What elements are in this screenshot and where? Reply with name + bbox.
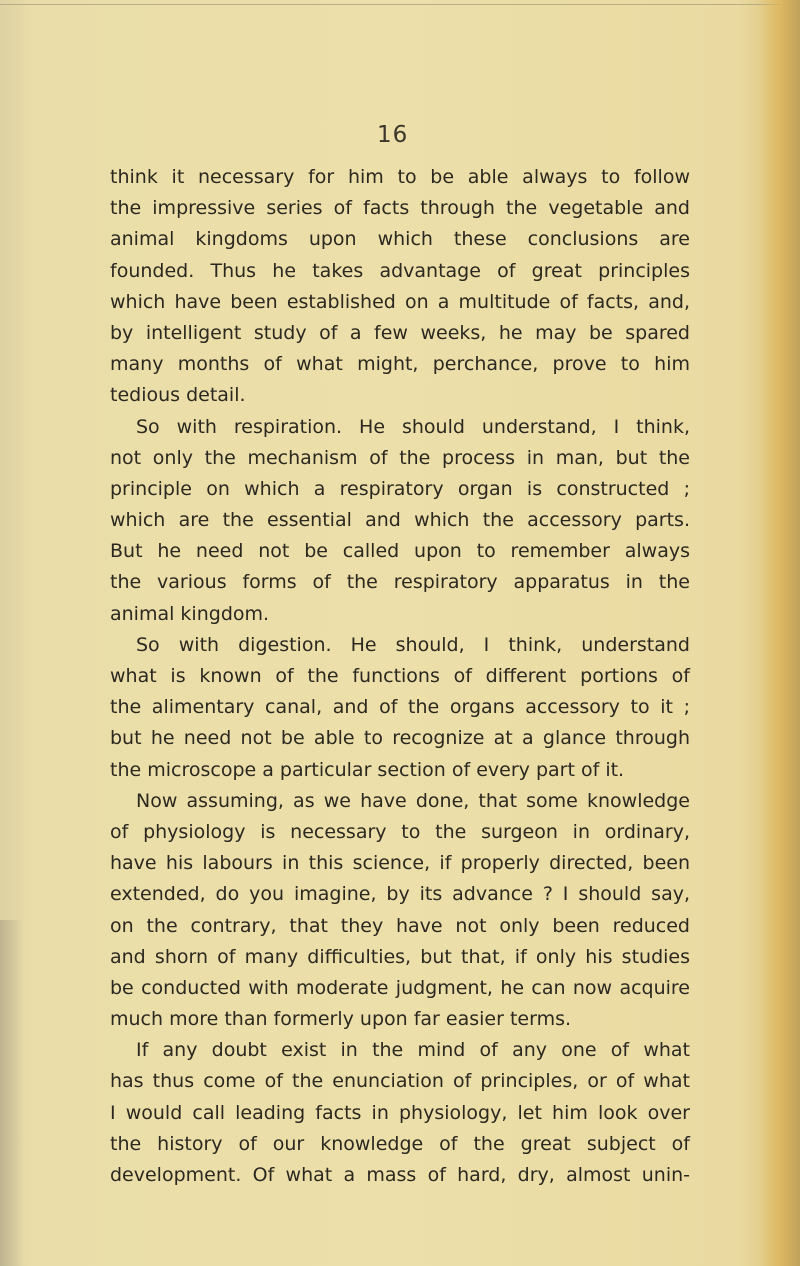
text-line: the alimentary canal, and of the organs accessory to it ; [110,696,690,719]
text-line: principle on which a respiratory organ is constructed ; [110,477,690,500]
text-line: by intelligent study of a few weeks, he may be spared [110,321,690,344]
text-line: much more than formerly upon far easier terms. [110,1008,572,1031]
paragraph-start: So with respiration. He should understand, I think, [136,415,690,438]
text-line: the various forms of the respiratory apparatus in the [110,571,690,594]
text-line: but he need not be able to recognize at a glance through [110,727,690,750]
page-number: 16 [377,122,409,148]
text-line: the microscope a particular section of every part of it. [110,758,625,781]
text-line: of physiology is necessary to the surgeon in ordinary, [110,820,690,843]
text-line: on the contrary, that they have not only been reduced [110,914,690,937]
text-line: has thus come of the enunciation of principles, or of what [110,1070,690,1093]
text-line: the impressive series of facts through the vegetable and [110,197,690,220]
paragraph-start: So with digestion. He should, I think, understand [136,633,690,656]
binding-edge [758,0,800,1266]
text-line: extended, do you imagine, by its advance ? I should say, [110,883,690,906]
text-line: what is known of the functions of different portions of [110,665,690,687]
text-line: have his labours in this science, if properly directed, been [110,852,690,875]
text-line: which have been established on a multitude of facts, and, [110,290,690,313]
page-shadow [0,920,24,1266]
text-line: think it necessary for him to be able always to follow [110,166,690,188]
text-line: not only the mechanism of the process in man, but the [110,446,690,469]
top-edge-line [0,4,780,5]
text-line: founded. Thus he takes advantage of great principles [110,259,690,282]
text-line: I would call leading facts in physiology, let him look over [110,1101,690,1124]
text-line: tedious detail. [110,384,246,407]
paragraph-start: Now assuming, as we have done, that some knowledge [136,789,690,812]
text-line: development. Of what a mass of hard, dry, almost unin- [110,1164,690,1186]
text-line: animal kingdoms upon which these conclusions are [110,228,690,251]
text-line: the history of our knowledge of the great subject of [110,1132,690,1155]
text-line: be conducted with moderate judgment, he can now acquire [110,976,690,999]
text-line: and shorn of many difficulties, but that, if only his studies [110,945,690,968]
text-line: But he need not be called upon to remember always [110,540,690,563]
body-text [110,162,690,1191]
text-line: animal kingdom. [110,602,270,625]
text-line: many months of what might, perchance, prove to him [110,353,690,376]
paragraph-start: If any doubt exist in the mind of any one of what [136,1039,690,1062]
text-line: which are the essential and which the accessory parts. [110,509,690,532]
